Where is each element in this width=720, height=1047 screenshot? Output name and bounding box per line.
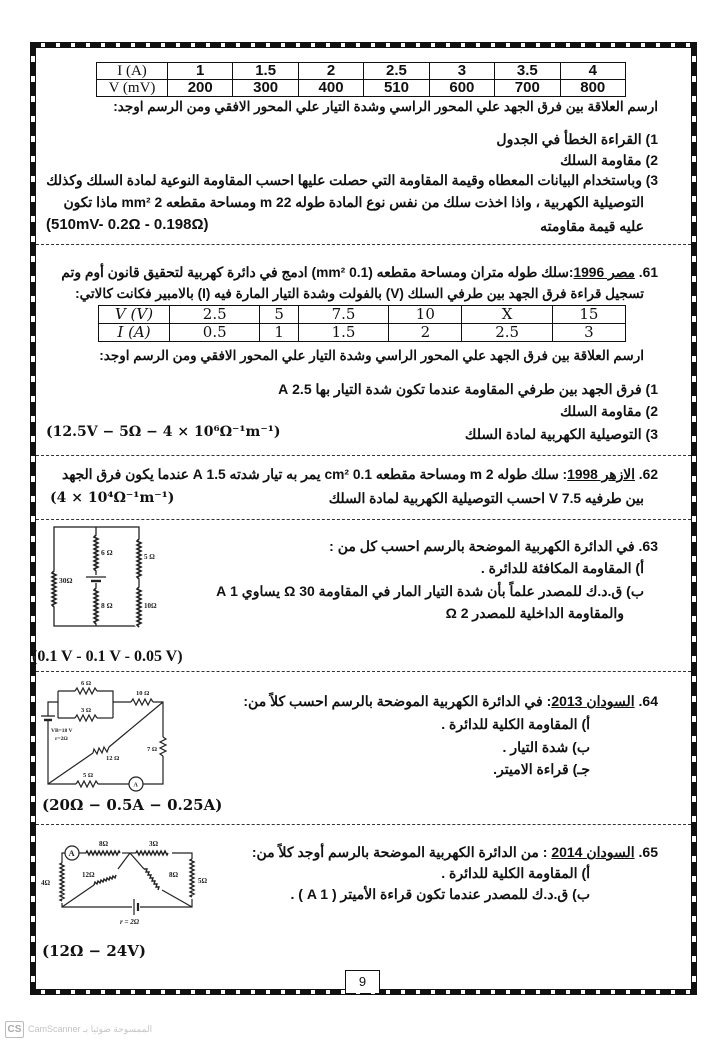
question-number: 65. (638, 844, 658, 860)
question-item-continued: التوصيلية الكهربية ، واذا اخذت سلك من نفس نوع المادة طوله 22 m ومساحة مقطعه 2 mm² ماذا تكون (63, 195, 644, 210)
circuit-label: 7 Ω (147, 746, 158, 753)
circuit-label: 30Ω (59, 576, 73, 585)
table-cell: 2.5 (462, 324, 552, 342)
question-text: :سلك طوله متران ومساحة مقطعه (0.1 mm²) ادمج في دائرة كهربية لتحقيق قانون أوم وتم (61, 265, 574, 280)
frame-border-top (30, 42, 697, 48)
circuit-label: 4Ω (41, 879, 51, 887)
circuit-label: 6 Ω (81, 680, 92, 687)
table-cell: 1 (260, 324, 298, 342)
question-source: مصر 1996 (573, 265, 635, 280)
question-item: 3) وباستخدام البيانات المعطاه وقيمة المقاومة التي حصلت عليها احسب المقاومة النوعية لمادة السلك وكذلك (46, 173, 658, 188)
circuit-label: r=2Ω (55, 736, 68, 742)
circuit-label: 6 Ω (101, 548, 113, 557)
section-divider (36, 671, 691, 672)
circuit-label: 12Ω (82, 871, 95, 879)
question-63-line1 (329, 537, 658, 555)
section-divider (36, 519, 691, 520)
instruction-text: ارسم العلاقة بين فرق الجهد علي المحور الراسي وشدة التيار علي المحور الافقي ومن الرسم اوجد: (113, 99, 658, 114)
table-row (97, 63, 626, 80)
circuit-label: r = 2Ω (120, 918, 139, 926)
question-64-line1 (243, 692, 658, 710)
question-text: : سلك طوله 2 m ومساحة مقطعه 0.1 cm² يمر به تيار شدته 1.5 A عندما يكون فرق الجهد (61, 467, 568, 482)
page-number: 9 (345, 970, 380, 993)
watermark-text: CamScanner الممسوحة ضوئيا بـ (28, 1024, 153, 1034)
question-62-line2: بين طرفيه 7.5 V احسب التوصيلية الكهربية لمادة السلك (328, 491, 644, 506)
ammeter-icon: A (68, 848, 75, 858)
circuit-diagram-64 (38, 677, 170, 792)
question-number: 61. (638, 265, 658, 280)
question-item: ب) ق.د.ك للمصدر علماً بأن شدة التيار المار في المقاومة Ω 30 يساوي 1 A (216, 583, 644, 599)
table-row (97, 80, 626, 97)
table-cell: 200 (168, 80, 233, 97)
question-item: ب) شدة التيار . (502, 739, 590, 755)
question-item: أ) المقاومة المكافئة للدائرة . (480, 560, 644, 576)
table-cell: 15 (552, 306, 625, 324)
table-cell: 700 (495, 80, 560, 97)
question-number: 64. (638, 693, 658, 709)
answer-text: (12Ω − 24V) (42, 942, 146, 960)
question-item-continued: عليه قيمة مقاومته (540, 218, 644, 234)
circuit-label: 3 Ω (81, 707, 92, 714)
table-cell: V (mV) (97, 80, 168, 97)
section-divider (36, 455, 691, 456)
data-table-voltage-current (98, 305, 626, 342)
circuit-label: 8Ω (169, 871, 179, 879)
table-cell: 510 (364, 80, 429, 97)
question-number: 62. (638, 467, 658, 482)
table-cell: 1 (168, 63, 233, 80)
question-text: : من الدائرة الكهربية الموضحة بالرسم أوجد كلاً من: (251, 844, 552, 860)
table-cell: 300 (233, 80, 298, 97)
circuit-label: 8 Ω (101, 601, 113, 610)
question-source: الازهر 1998 (567, 467, 635, 482)
table-row (99, 306, 626, 324)
table-cell: 1.5 (233, 63, 298, 80)
frame-border-right (691, 42, 697, 995)
circuit-label: 10Ω (144, 602, 157, 610)
question-item: 1) فرق الجهد بين طرفي المقاومة عندما تكون شدة التيار بها 2.5 A (278, 381, 658, 397)
question-62-line1 (62, 466, 658, 484)
battery-icon (134, 899, 138, 915)
answer-text: (510mV- 0.2Ω - 0.198Ω) (46, 216, 209, 233)
circuit-label: 10 Ω (136, 690, 150, 697)
question-source: السودان 2013 (551, 693, 635, 709)
scanner-watermark (5, 1021, 152, 1038)
question-text: : في الدائرة الكهربية الموضحة بالرسم احسب كلاً من: (243, 693, 552, 709)
circuit-label: 5Ω (198, 877, 208, 885)
section-divider (36, 244, 691, 245)
table-cell: 400 (298, 80, 363, 97)
question-item: 1) القراءة الخطأ في الجدول (496, 131, 658, 147)
table-cell: 2 (389, 324, 462, 342)
table-cell: I (A) (97, 63, 168, 80)
question-61-line2: تسجيل قراءة فرق الجهد بين طرفي السلك (V) بالفولت وشدة التيار المارة فيه (I) بالامبير فكانت كالاتي: (75, 286, 644, 301)
circuit-label: 5 Ω (83, 772, 94, 779)
table-cell: 2.5 (364, 63, 429, 80)
answer-text: (4 × 10⁴Ω⁻¹m⁻¹) (50, 490, 175, 506)
question-item: 2) مقاومة السلك (560, 403, 658, 419)
table-cell: 1.5 (298, 324, 388, 342)
circuit-label: 12 Ω (106, 755, 120, 762)
circuit-diagram-63 (48, 525, 157, 630)
section-divider (36, 824, 691, 825)
circuit-label: VB=18 V (51, 728, 73, 734)
battery-icon (86, 575, 106, 583)
table-row (99, 324, 626, 342)
table-cell: 7.5 (298, 306, 388, 324)
table-cell: 5 (260, 306, 298, 324)
question-item: أ) المقاومة الكلية للدائرة . (441, 716, 590, 732)
data-table-current-voltage (96, 62, 626, 97)
question-item-continued: والمقاومة الداخلية للمصدر Ω 2 (445, 605, 624, 621)
circuit-label: 8Ω (99, 840, 109, 848)
answer-text: (12.5V − 5Ω − 4 × 10⁶Ω⁻¹m⁻¹) (46, 424, 281, 440)
question-item: أ) المقاومة الكلية للدائرة . (441, 865, 590, 881)
camscanner-logo-icon: CS (5, 1021, 24, 1038)
table-cell: I (A) (99, 324, 170, 342)
table-cell: 10 (389, 306, 462, 324)
question-text: في الدائرة الكهربية الموضحة بالرسم احسب كل من : (329, 538, 635, 554)
table-cell: 2 (298, 63, 363, 80)
battery-icon (41, 712, 55, 724)
question-number: 63. (638, 538, 658, 554)
table-cell: 0.5 (170, 324, 260, 342)
table-cell: X (462, 306, 552, 324)
table-cell: 2.5 (170, 306, 260, 324)
answer-text: (20Ω − 0.5A − 0.25A) (42, 796, 223, 814)
instruction-text: ارسم العلاقة بين فرق الجهد علي المحور الراسي وشدة التيار علي المحور الافقي ومن الرسم اوجد: (99, 348, 644, 363)
table-cell: 800 (560, 80, 625, 97)
question-source: السودان 2014 (551, 844, 635, 860)
ammeter-icon: A (133, 782, 138, 789)
circuit-label: 3Ω (149, 840, 159, 848)
answer-text: (0.1 V - 0.1 V - 0.05 V) (32, 648, 183, 665)
question-item: 2) مقاومة السلك (560, 152, 658, 168)
table-cell: 4 (560, 63, 625, 80)
question-item: 3) التوصيلية الكهربية لمادة السلك (464, 426, 658, 442)
circuit-label: 5 Ω (144, 553, 155, 561)
question-65-line1 (252, 843, 658, 861)
question-item: ب) ق.د.ك للمصدر عندما تكون قراءة الأميتر ( A 1 ) . (290, 886, 590, 902)
table-cell: 3 (429, 63, 494, 80)
table-cell: V (V) (99, 306, 170, 324)
table-cell: 3 (552, 324, 625, 342)
table-cell: 3.5 (495, 63, 560, 80)
table-cell: 600 (429, 80, 494, 97)
question-61-line1 (61, 264, 658, 282)
question-item: جـ) قراءة الاميتر. (493, 761, 590, 777)
circuit-diagram-65 (36, 833, 206, 913)
